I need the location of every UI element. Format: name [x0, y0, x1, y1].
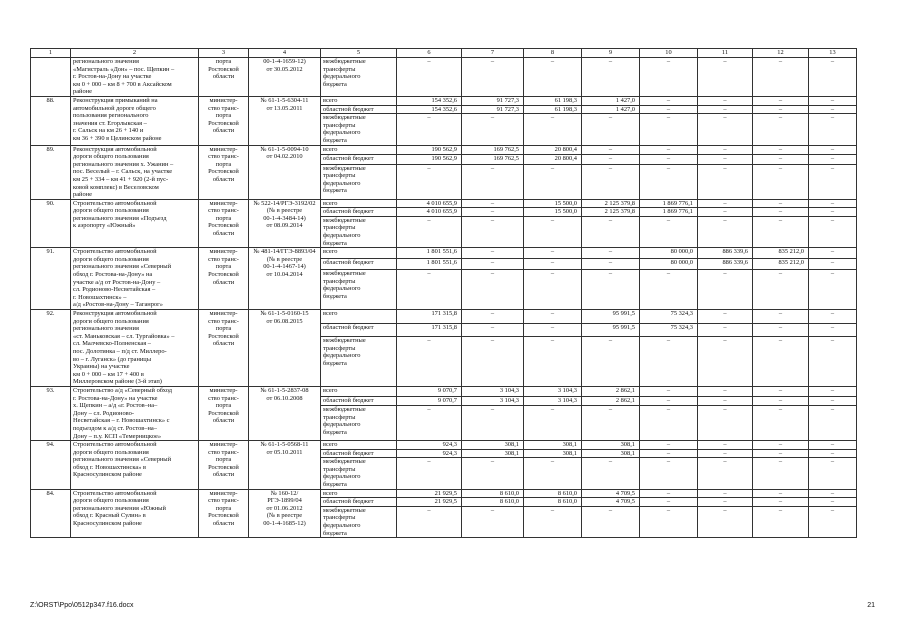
- column-header-8: 8: [524, 49, 582, 58]
- amount-cell: 80 000,0: [640, 248, 698, 259]
- amount-cell: –: [753, 164, 809, 199]
- object-name: Строительство автомобильной дороги общего пользования регионального значения «Северный обход г. Новошахтинска» в Красносулинском районе: [71, 441, 199, 490]
- amount-cell: –: [809, 164, 857, 199]
- amount-cell: 15 500,0: [524, 208, 582, 217]
- amount-cell: –: [462, 199, 524, 208]
- row-number: 91.: [31, 248, 71, 310]
- amount-cell: –: [809, 396, 857, 406]
- amount-cell: –: [582, 270, 640, 310]
- amount-cell: –: [462, 259, 524, 270]
- amount-cell: –: [582, 506, 640, 537]
- amount-cell: –: [640, 145, 698, 155]
- amount-cell: –: [809, 458, 857, 489]
- amount-cell: –: [809, 310, 857, 324]
- amount-cell: –: [582, 259, 640, 270]
- amount-cell: –: [698, 458, 753, 489]
- amount-cell: –: [698, 337, 753, 387]
- amount-cell: –: [640, 386, 698, 396]
- amount-cell: –: [698, 396, 753, 406]
- amount-cell: –: [524, 259, 582, 270]
- amount-cell: –: [524, 216, 582, 247]
- amount-cell: 886 339,6: [698, 259, 753, 270]
- amount-cell: 91 727,3: [462, 105, 524, 114]
- column-header-7: 7: [462, 49, 524, 58]
- column-header-6: 6: [397, 49, 462, 58]
- amount-cell: –: [640, 105, 698, 114]
- responsible-org: министер- ство транс- порта Ростовской области: [199, 145, 249, 199]
- amount-cell: –: [582, 337, 640, 387]
- amount-cell: 61 198,3: [524, 105, 582, 114]
- amount-cell: –: [753, 310, 809, 324]
- amount-cell: –: [753, 208, 809, 217]
- amount-cell: –: [809, 208, 857, 217]
- amount-cell: –: [698, 406, 753, 441]
- amount-cell: –: [524, 248, 582, 259]
- amount-cell: 835 212,0: [753, 259, 809, 270]
- amount-cell: –: [753, 449, 809, 458]
- amount-cell: –: [397, 58, 462, 97]
- funding-source: всего: [321, 96, 397, 105]
- funding-source: всего: [321, 310, 397, 324]
- table-row: [31, 199, 857, 208]
- amount-cell: 190 562,9: [397, 155, 462, 165]
- amount-cell: –: [462, 406, 524, 441]
- expertise-doc: № 61-1-5-6304-11 от 13.05.2011: [249, 96, 321, 145]
- amount-cell: 1 801 551,6: [397, 248, 462, 259]
- amount-cell: –: [582, 248, 640, 259]
- amount-cell: –: [809, 259, 857, 270]
- funding-source: межбюджетные трансферты федерального бюджета: [321, 337, 397, 387]
- amount-cell: –: [582, 155, 640, 165]
- amount-cell: –: [462, 208, 524, 217]
- object-name: Реконструкция автомобильной дороги общего пользования регионального значения х. Ужанин – пос. Веселый – г. Сальск, на участке км 25 + 334 – км 41 + 920 (2-й пус- ковой комплекс) в Веселовском районе: [71, 145, 199, 199]
- amount-cell: –: [809, 105, 857, 114]
- amount-cell: 171 315,8: [397, 323, 462, 337]
- amount-cell: 75 324,3: [640, 323, 698, 337]
- amount-cell: 95 991,5: [582, 310, 640, 324]
- amount-cell: –: [698, 506, 753, 537]
- amount-cell: –: [753, 105, 809, 114]
- table-row: [31, 441, 857, 450]
- amount-cell: 75 324,3: [640, 310, 698, 324]
- row-number: [31, 58, 71, 97]
- responsible-org: министер- ство транс- порта Ростовской области: [199, 248, 249, 310]
- funding-source: всего: [321, 386, 397, 396]
- amount-cell: –: [753, 114, 809, 145]
- amount-cell: –: [698, 310, 753, 324]
- expertise-doc: № 61-1-5-0160-15 от 06.08.2015: [249, 310, 321, 387]
- object-name: Реконструкция автомобильной дороги общего пользования регионального значения «ст. Маньковская – сл. Тургайовка» – сл. Малчевско-Полненская – пос. Долотинка – п/д ст. Миллеро- во – г. Луганск» (до границы Украины) на участке км 0 + 000 – км 17 + 400 в Миллеровском районе (3-й этап): [71, 310, 199, 387]
- amount-cell: –: [809, 489, 857, 498]
- expertise-doc: 00-1-4-1659-12) от 30.05.2012: [249, 58, 321, 97]
- amount-cell: –: [582, 216, 640, 247]
- amount-cell: –: [753, 270, 809, 310]
- responsible-org: министер- ство транс- порта Ростовской области: [199, 199, 249, 248]
- amount-cell: –: [698, 105, 753, 114]
- amount-cell: –: [397, 406, 462, 441]
- responsible-org: министер- ство транс- порта Ростовской области: [199, 96, 249, 145]
- amount-cell: –: [462, 337, 524, 387]
- funding-source: областной бюджет: [321, 105, 397, 114]
- amount-cell: –: [753, 58, 809, 97]
- amount-cell: –: [397, 216, 462, 247]
- amount-cell: 1 801 551,6: [397, 259, 462, 270]
- amount-cell: –: [524, 323, 582, 337]
- amount-cell: –: [397, 114, 462, 145]
- column-header-1: 1: [31, 49, 71, 58]
- amount-cell: –: [698, 145, 753, 155]
- amount-cell: –: [462, 458, 524, 489]
- amount-cell: 20 800,4: [524, 155, 582, 165]
- funding-source: межбюджетные трансферты федерального бюджета: [321, 458, 397, 489]
- amount-cell: –: [698, 270, 753, 310]
- funding-source: межбюджетные трансферты федерального бюджета: [321, 164, 397, 199]
- amount-cell: –: [524, 164, 582, 199]
- amount-cell: –: [698, 449, 753, 458]
- amount-cell: –: [809, 145, 857, 155]
- amount-cell: –: [582, 406, 640, 441]
- amount-cell: –: [524, 58, 582, 97]
- responsible-org: министер- ство транс- порта Ростовской области: [199, 441, 249, 490]
- amount-cell: 3 104,3: [462, 396, 524, 406]
- funding-source: областной бюджет: [321, 259, 397, 270]
- amount-cell: –: [640, 406, 698, 441]
- column-header-10: 10: [640, 49, 698, 58]
- object-name: Строительство автомобильной дороги общего пользования регионального значения «Северный обход г. Ростова-на-Дону» на участке а/д от Ростов-на-Дону – сл. Родионово-Несветайская – г. Новошахтинск» – а/д «Ростов-на-Дону – Таганрог»: [71, 248, 199, 310]
- amount-cell: –: [809, 449, 857, 458]
- amount-cell: –: [809, 114, 857, 145]
- amount-cell: –: [524, 337, 582, 387]
- amount-cell: –: [640, 441, 698, 450]
- table-row: [31, 248, 857, 259]
- amount-cell: 308,1: [462, 449, 524, 458]
- amount-cell: –: [698, 114, 753, 145]
- row-number: 90.: [31, 199, 71, 248]
- funding-source: всего: [321, 248, 397, 259]
- amount-cell: –: [753, 386, 809, 396]
- amount-cell: –: [809, 270, 857, 310]
- amount-cell: –: [462, 248, 524, 259]
- object-name: регионального значения «Магистраль «Дон» – пос. Щепкин – г. Ростов-на-Дону на участке км 0 + 000 – км 8 + 700 в Аксайском районе: [71, 58, 199, 97]
- amount-cell: 2 862,1: [582, 396, 640, 406]
- amount-cell: 169 762,5: [462, 145, 524, 155]
- amount-cell: –: [809, 441, 857, 450]
- amount-cell: –: [462, 114, 524, 145]
- amount-cell: 154 352,6: [397, 96, 462, 105]
- amount-cell: 4 709,5: [582, 489, 640, 498]
- amount-cell: –: [809, 155, 857, 165]
- column-header-2: 2: [71, 49, 199, 58]
- amount-cell: 886 339,6: [698, 248, 753, 259]
- amount-cell: 2 125 379,8: [582, 199, 640, 208]
- amount-cell: –: [640, 396, 698, 406]
- amount-cell: –: [462, 58, 524, 97]
- amount-cell: –: [640, 164, 698, 199]
- amount-cell: 308,1: [582, 441, 640, 450]
- table-row: [31, 386, 857, 396]
- amount-cell: 8 610,0: [524, 498, 582, 507]
- column-header-5: 5: [321, 49, 397, 58]
- amount-cell: –: [753, 498, 809, 507]
- row-number: 88.: [31, 96, 71, 145]
- funding-source: всего: [321, 199, 397, 208]
- column-header-11: 11: [698, 49, 753, 58]
- amount-cell: 3 104,3: [524, 396, 582, 406]
- expertise-doc: № 61-1-5-2837-08 от 06.10.2008: [249, 386, 321, 440]
- amount-cell: –: [753, 337, 809, 387]
- amount-cell: –: [462, 216, 524, 247]
- amount-cell: 1 427,0: [582, 96, 640, 105]
- funding-source: областной бюджет: [321, 208, 397, 217]
- amount-cell: 4 010 655,9: [397, 199, 462, 208]
- amount-cell: –: [640, 449, 698, 458]
- table-row: [31, 145, 857, 155]
- amount-cell: –: [753, 458, 809, 489]
- amount-cell: –: [397, 337, 462, 387]
- amount-cell: 2 862,1: [582, 386, 640, 396]
- amount-cell: –: [753, 155, 809, 165]
- amount-cell: 154 352,6: [397, 105, 462, 114]
- amount-cell: –: [640, 458, 698, 489]
- amount-cell: –: [397, 458, 462, 489]
- amount-cell: –: [809, 498, 857, 507]
- funding-source: межбюджетные трансферты федерального бюджета: [321, 58, 397, 97]
- amount-cell: –: [809, 199, 857, 208]
- amount-cell: 20 800,4: [524, 145, 582, 155]
- table-row: [31, 489, 857, 498]
- row-number: 94.: [31, 441, 71, 490]
- amount-cell: 308,1: [462, 441, 524, 450]
- amount-cell: 15 500,0: [524, 199, 582, 208]
- amount-cell: –: [640, 114, 698, 145]
- amount-cell: –: [753, 489, 809, 498]
- object-name: Реконструкция примыканий на автомобильной дороге общего пользования регионального значения ст. Егорлыкская – г. Сальск на км 26 + 140 и км 36 + 390 в Целинском районе: [71, 96, 199, 145]
- amount-cell: –: [809, 406, 857, 441]
- amount-cell: –: [698, 164, 753, 199]
- responsible-org: порта Ростовской области: [199, 58, 249, 97]
- amount-cell: –: [809, 323, 857, 337]
- amount-cell: 9 070,7: [397, 386, 462, 396]
- amount-cell: 21 929,5: [397, 489, 462, 498]
- funding-source: областной бюджет: [321, 449, 397, 458]
- expertise-doc: № 160-12/ РГЭ-1899/04 от 01.06.2012 (№ в реестре 00-1-4-1685-12): [249, 489, 321, 538]
- column-header-9: 9: [582, 49, 640, 58]
- row-number: 93.: [31, 386, 71, 440]
- amount-cell: –: [524, 270, 582, 310]
- amount-cell: –: [753, 396, 809, 406]
- amount-cell: –: [524, 406, 582, 441]
- amount-cell: 2 125 379,8: [582, 208, 640, 217]
- amount-cell: –: [640, 155, 698, 165]
- amount-cell: 61 198,3: [524, 96, 582, 105]
- amount-cell: –: [640, 270, 698, 310]
- amount-cell: –: [698, 58, 753, 97]
- amount-cell: –: [698, 489, 753, 498]
- amount-cell: 835 212,0: [753, 248, 809, 259]
- funding-source: всего: [321, 489, 397, 498]
- column-number-header: [31, 49, 857, 58]
- amount-cell: 8 610,0: [524, 489, 582, 498]
- expertise-doc: № 61-1-5-0568-11 от 05.10.2011: [249, 441, 321, 490]
- amount-cell: 21 929,5: [397, 498, 462, 507]
- amount-cell: 190 562,9: [397, 145, 462, 155]
- amount-cell: –: [462, 310, 524, 324]
- amount-cell: 308,1: [524, 449, 582, 458]
- funding-source: межбюджетные трансферты федерального бюджета: [321, 270, 397, 310]
- object-name: Строительство автомобильной дороги общего пользования регионального значения «Подъезд к аэропорту «Южный»: [71, 199, 199, 248]
- funding-source: областной бюджет: [321, 323, 397, 337]
- column-header-3: 3: [199, 49, 249, 58]
- amount-cell: –: [753, 199, 809, 208]
- amount-cell: –: [582, 114, 640, 145]
- funding-source: межбюджетные трансферты федерального бюджета: [321, 406, 397, 441]
- amount-cell: 924,3: [397, 441, 462, 450]
- amount-cell: 95 991,5: [582, 323, 640, 337]
- amount-cell: –: [640, 506, 698, 537]
- amount-cell: –: [753, 441, 809, 450]
- amount-cell: –: [397, 506, 462, 537]
- amount-cell: –: [753, 323, 809, 337]
- amount-cell: –: [462, 506, 524, 537]
- amount-cell: 308,1: [582, 449, 640, 458]
- amount-cell: –: [753, 96, 809, 105]
- amount-cell: –: [640, 216, 698, 247]
- amount-cell: –: [524, 506, 582, 537]
- amount-cell: 924,3: [397, 449, 462, 458]
- amount-cell: –: [753, 406, 809, 441]
- amount-cell: –: [462, 164, 524, 199]
- amount-cell: 4 709,5: [582, 498, 640, 507]
- amount-cell: –: [698, 199, 753, 208]
- funding-source: межбюджетные трансферты федерального бюджета: [321, 114, 397, 145]
- amount-cell: –: [462, 323, 524, 337]
- amount-cell: 1 869 776,1: [640, 199, 698, 208]
- expertise-doc: № 481-14/ГГЭ-8893/04 (№ в реестре 00-1-4-1467-14) от 10.04.2014: [249, 248, 321, 310]
- amount-cell: –: [582, 458, 640, 489]
- amount-cell: –: [698, 323, 753, 337]
- amount-cell: –: [582, 145, 640, 155]
- table-row: [31, 58, 857, 97]
- amount-cell: –: [582, 58, 640, 97]
- file-path: Z:\ORST\Ppo\0512p347.f16.docx: [30, 602, 134, 609]
- program-table: [30, 48, 857, 538]
- funding-source: всего: [321, 145, 397, 155]
- amount-cell: –: [698, 155, 753, 165]
- amount-cell: –: [524, 114, 582, 145]
- funding-source: всего: [321, 441, 397, 450]
- amount-cell: –: [809, 58, 857, 97]
- amount-cell: 9 070,7: [397, 396, 462, 406]
- funding-source: межбюджетные трансферты федерального бюджета: [321, 506, 397, 537]
- funding-source: областной бюджет: [321, 498, 397, 507]
- expertise-doc: № 522-14/РГЭ-3192/02 (№ в реестре 00-1-4-3484-14) от 08.09.2014: [249, 199, 321, 248]
- amount-cell: –: [698, 208, 753, 217]
- row-number: 89.: [31, 145, 71, 199]
- amount-cell: –: [640, 96, 698, 105]
- document-sheet: [30, 48, 857, 538]
- amount-cell: 1 427,0: [582, 105, 640, 114]
- amount-cell: 4 010 655,9: [397, 208, 462, 217]
- column-header-12: 12: [753, 49, 809, 58]
- amount-cell: –: [809, 506, 857, 537]
- amount-cell: –: [524, 458, 582, 489]
- amount-cell: –: [753, 145, 809, 155]
- amount-cell: –: [698, 498, 753, 507]
- amount-cell: –: [698, 216, 753, 247]
- amount-cell: –: [397, 164, 462, 199]
- amount-cell: 308,1: [524, 441, 582, 450]
- amount-cell: –: [698, 386, 753, 396]
- amount-cell: 80 000,0: [640, 259, 698, 270]
- table-row: [31, 310, 857, 324]
- page-number: 21: [867, 602, 875, 609]
- amount-cell: –: [753, 216, 809, 247]
- amount-cell: –: [809, 337, 857, 387]
- amount-cell: –: [753, 506, 809, 537]
- amount-cell: –: [640, 337, 698, 387]
- amount-cell: –: [809, 248, 857, 259]
- amount-cell: –: [698, 441, 753, 450]
- amount-cell: 91 727,3: [462, 96, 524, 105]
- row-number: 84.: [31, 489, 71, 538]
- amount-cell: –: [582, 164, 640, 199]
- amount-cell: –: [809, 216, 857, 247]
- amount-cell: 3 104,3: [524, 386, 582, 396]
- amount-cell: –: [524, 310, 582, 324]
- amount-cell: –: [640, 489, 698, 498]
- amount-cell: –: [809, 96, 857, 105]
- amount-cell: 169 762,5: [462, 155, 524, 165]
- amount-cell: 8 610,0: [462, 489, 524, 498]
- amount-cell: –: [809, 386, 857, 396]
- amount-cell: 8 610,0: [462, 498, 524, 507]
- funding-source: межбюджетные трансферты федерального бюджета: [321, 216, 397, 247]
- object-name: Строительство автомобильной дороги общего пользования регионального значения «Южный обход г. Красный Сулин» в Красносулинском районе: [71, 489, 199, 538]
- object-name: Строительство а/д «Северный обход г. Ростова-на-Дону» на участке х. Щепкин – а/д «г. Ростов–на– Дону – сл. Родионово- Несветайская – г. Новошахтинск» с подъездом к а/д ст. Ростов–на– Дону – п.у. КСП «Темерницкое»: [71, 386, 199, 440]
- expertise-doc: № 61-1-5-0094-10 от 04.02.2010: [249, 145, 321, 199]
- funding-source: областной бюджет: [321, 155, 397, 165]
- amount-cell: 1 869 776,1: [640, 208, 698, 217]
- column-header-4: 4: [249, 49, 321, 58]
- responsible-org: министер- ство транс- порта Ростовской области: [199, 489, 249, 538]
- table-row: [31, 96, 857, 105]
- row-number: 92.: [31, 310, 71, 387]
- amount-cell: –: [640, 498, 698, 507]
- amount-cell: 171 315,8: [397, 310, 462, 324]
- responsible-org: министер- ство транс- порта Ростовской области: [199, 310, 249, 387]
- amount-cell: –: [462, 270, 524, 310]
- funding-source: областной бюджет: [321, 396, 397, 406]
- amount-cell: –: [640, 58, 698, 97]
- responsible-org: министер- ство транс- порта Ростовской области: [199, 386, 249, 440]
- column-header-13: 13: [809, 49, 857, 58]
- amount-cell: 3 104,3: [462, 386, 524, 396]
- amount-cell: –: [397, 270, 462, 310]
- amount-cell: –: [698, 96, 753, 105]
